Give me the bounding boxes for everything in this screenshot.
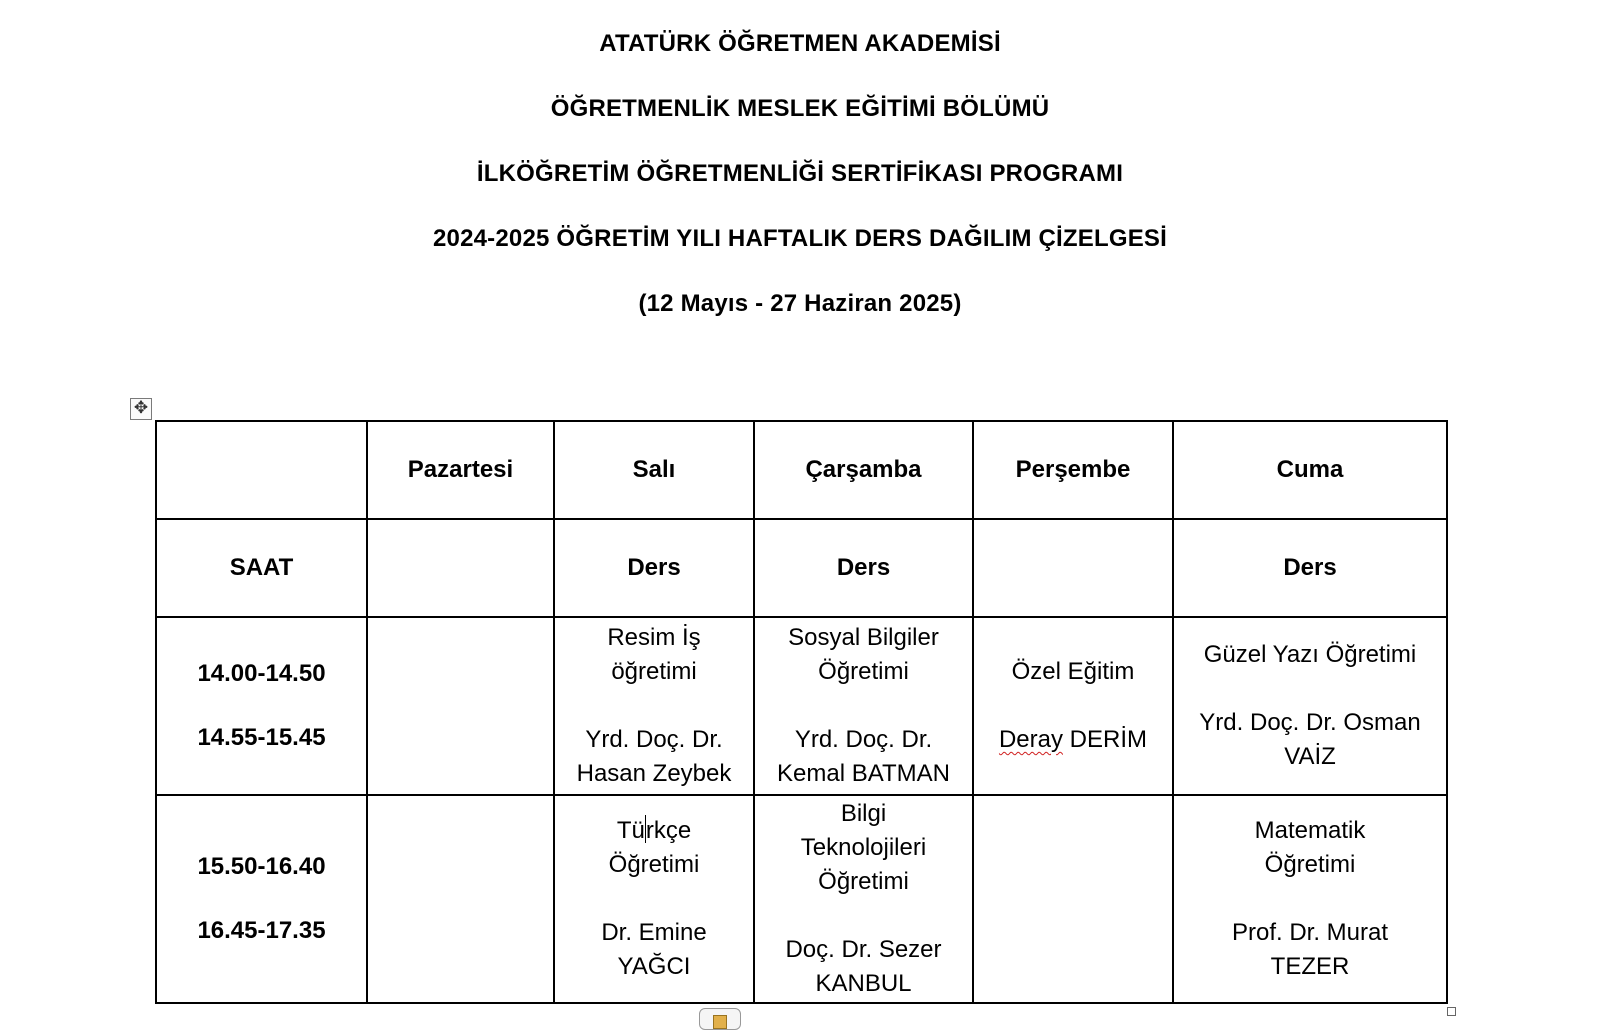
instructor-name: YAĞCI [617, 953, 691, 980]
monday-subheader-cell[interactable] [367, 519, 554, 617]
table-row [156, 795, 1447, 1003]
wednesday-subheader-cell[interactable]: Ders [754, 519, 973, 617]
day-header-wednesday[interactable]: Çarşamba [754, 421, 973, 519]
table-row-subheader [156, 519, 1447, 617]
tuesday-subheader-cell[interactable]: Ders [554, 519, 754, 617]
thursday-slot-cell[interactable] [973, 795, 1173, 1003]
time-slot-second: 14.55-15.45 [197, 724, 326, 751]
course-name: Matematik [1254, 817, 1366, 844]
table-resize-handle[interactable] [1447, 1007, 1456, 1016]
time-column-header[interactable]: SAAT [156, 519, 367, 617]
paste-options-icon[interactable] [699, 1008, 741, 1030]
course-name: Özel Eğitim [1011, 658, 1135, 685]
program-title: İLKÖĞRETİM ÖĞRETMENLİĞİ SERTİFİKASI PROGRAMI [476, 160, 1124, 187]
instructor-name: KANBUL [815, 970, 912, 997]
instructor-name: TEZER [1270, 953, 1350, 980]
department-title: ÖĞRETMENLİK MESLEK EĞİTİMİ BÖLÜMÜ [550, 95, 1050, 122]
time-slot-second: 16.45-17.35 [197, 917, 326, 944]
friday-slot-cell[interactable] [1173, 795, 1447, 1003]
course-name: Sosyal Bilgiler [788, 624, 939, 651]
instructor-name [978, 723, 1168, 757]
time-slot-first: 15.50-16.40 [197, 853, 326, 880]
instructor-title: Dr. Emine [601, 919, 707, 946]
instructor-title: Yrd. Doç. Dr. [585, 726, 723, 753]
monday-slot-cell[interactable] [367, 795, 554, 1003]
wednesday-slot-cell[interactable] [754, 617, 973, 795]
instructor-title: Prof. Dr. Murat [1231, 919, 1389, 946]
tuesday-slot-cell[interactable] [554, 617, 754, 795]
corner-cell[interactable] [156, 421, 367, 519]
day-header-monday[interactable]: Pazartesi [367, 421, 554, 519]
tuesday-slot-cell[interactable] [554, 795, 754, 1003]
course-name-cont: Öğretimi [818, 658, 909, 685]
friday-slot-cell[interactable] [1173, 617, 1447, 795]
table-row-days [156, 421, 1447, 519]
instructor-name: Kemal BATMAN [777, 760, 950, 787]
course-name-cont: Öğretimi [1264, 851, 1356, 878]
instructor-title: Yrd. Doç. Dr. Osman [1199, 709, 1421, 736]
schedule-table [155, 420, 1448, 1004]
thursday-slot-cell[interactable] [973, 617, 1173, 795]
course-name: Resim İş [607, 624, 701, 651]
course-name-cont: Teknolojileri [800, 834, 927, 861]
spellcheck-word[interactable]: Deray [998, 726, 1063, 753]
instructor-surname: DERİM [1069, 726, 1148, 753]
table-row [156, 617, 1447, 795]
instructor-name: Hasan Zeybek [576, 760, 732, 787]
day-header-thursday[interactable]: Perşembe [973, 421, 1173, 519]
course-name-cont: öğretimi [611, 658, 697, 685]
time-slot-first: 14.00-14.50 [197, 660, 326, 687]
course-name-cont: Öğretimi [608, 851, 700, 878]
instructor-title: Yrd. Doç. Dr. [794, 726, 933, 753]
course-name: Türkçe [616, 817, 692, 844]
instructor-title: Doç. Dr. Sezer [785, 936, 942, 963]
day-header-friday[interactable]: Cuma [1173, 421, 1447, 519]
course-name: Güzel Yazı Öğretimi [1203, 641, 1417, 668]
time-slot-cell[interactable] [156, 617, 367, 795]
clipboard-icon [713, 1015, 727, 1029]
day-header-tuesday[interactable]: Salı [554, 421, 754, 519]
course-name-cont: Öğretimi [818, 868, 909, 895]
friday-subheader-cell[interactable]: Ders [1173, 519, 1447, 617]
thursday-subheader-cell[interactable] [973, 519, 1173, 617]
schedule-title: 2024-2025 ÖĞRETİM YILI HAFTALIK DERS DAĞILIM ÇİZELGESİ [432, 225, 1168, 252]
table-move-handle-icon[interactable]: ✥ [130, 398, 152, 420]
course-name: Bilgi [840, 800, 887, 827]
time-slot-cell[interactable] [156, 795, 367, 1003]
instructor-name: VAİZ [1284, 743, 1336, 770]
monday-slot-cell[interactable] [367, 617, 554, 795]
date-range: (12 Mayıs - 27 Haziran 2025) [638, 290, 962, 317]
institution-title: ATATÜRK ÖĞRETMEN AKADEMİSİ [599, 30, 1001, 57]
wednesday-slot-cell[interactable] [754, 795, 973, 1003]
